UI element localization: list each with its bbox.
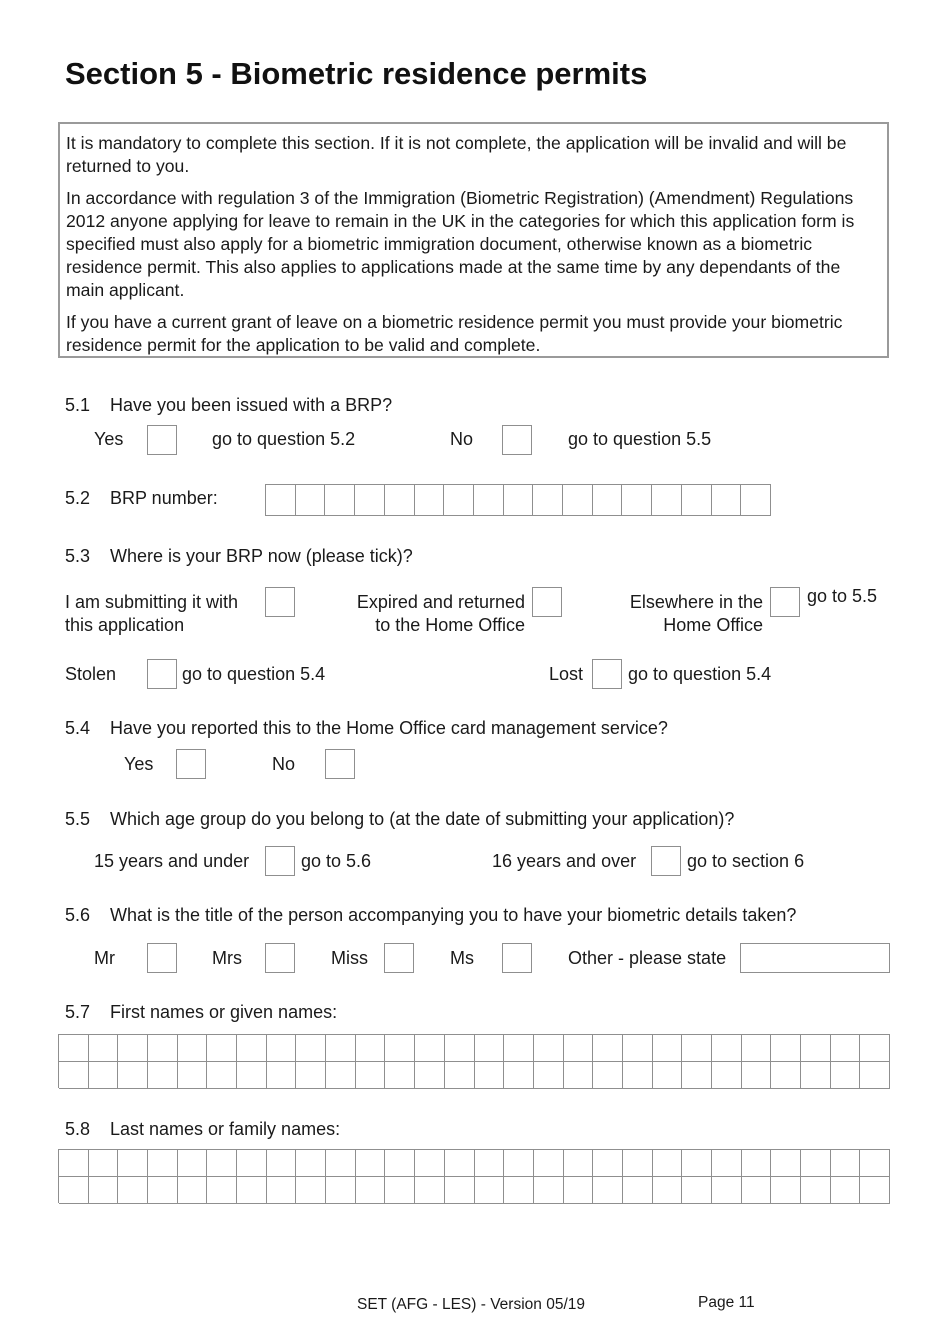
q54-yes-label: Yes [124, 754, 154, 774]
q55-number: 5.5 [65, 809, 91, 829]
q51-no-goto: go to question 5.5 [568, 429, 712, 449]
q56-miss-label: Miss [331, 948, 368, 968]
q51-no-label: No [450, 429, 474, 449]
q56-mrs-label: Mrs [212, 948, 242, 968]
q52-question: BRP number: [110, 488, 218, 508]
q58-number: 5.8 [65, 1119, 91, 1139]
instructions-paragraph-2: In accordance with regulation 3 of the Immigration (Biometric Registration) (Amendment) Regulations 2012 anyone applying for leave to remain in the UK in the categories for which this application form is specified must also apply for a biometric immigration document, otherwise known as a biometric residence permit. This also applies to applications made at the same time by any dependants of the main applicant. [66, 188, 855, 300]
q56-mr-checkbox[interactable] [147, 943, 177, 973]
q54-no-label: No [272, 754, 296, 774]
q56-ms-label: Ms [450, 948, 474, 968]
q56-ms-checkbox[interactable] [502, 943, 532, 973]
q53-stolen-goto: go to question 5.4 [182, 664, 326, 684]
instructions-paragraph-1: It is mandatory to complete this section. If it is not complete, the application will be invalid and will be returned to you. [66, 133, 847, 176]
q53-lost-goto: go to question 5.4 [628, 664, 772, 684]
q53-stolen-label: Stolen [65, 664, 117, 684]
q51-yes-label: Yes [94, 429, 124, 449]
q56-question: What is the title of the person accompanying you to have your biometric details taken? [110, 905, 797, 925]
brp-number-field[interactable] [265, 484, 771, 516]
q53-submitting-label-line2: this application [65, 615, 185, 635]
q54-question: Have you reported this to the Home Office card management service? [110, 718, 668, 738]
q55-under-checkbox[interactable] [265, 846, 295, 876]
first-names-field[interactable] [58, 1034, 890, 1088]
q56-mrs-checkbox[interactable] [265, 943, 295, 973]
q57-question: First names or given names: [110, 1002, 338, 1022]
q51-no-checkbox[interactable] [502, 425, 532, 455]
page-title: Section 5 - Biometric residence permits [65, 56, 648, 91]
q56-other-input[interactable] [740, 943, 890, 973]
q53-expired-checkbox[interactable] [532, 587, 562, 617]
q56-miss-checkbox[interactable] [384, 943, 414, 973]
q51-number: 5.1 [65, 395, 91, 415]
q53-lost-label: Lost [549, 664, 584, 684]
q53-elsewhere-goto: go to 5.5 [807, 586, 878, 606]
q55-over-goto: go to section 6 [687, 851, 805, 871]
instructions-paragraph-3: If you have a current grant of leave on a biometric residence permit you must provide your biometric residence permit for the application to be valid and complete. [66, 312, 843, 355]
q56-mr-label: Mr [94, 948, 115, 968]
q56-number: 5.6 [65, 905, 91, 925]
footer-version: SET (AFG - LES) - Version 05/19 [357, 1296, 585, 1313]
q54-number: 5.4 [65, 718, 91, 738]
q53-submitting-checkbox[interactable] [265, 587, 295, 617]
q54-no-checkbox[interactable] [325, 749, 355, 779]
q53-question: Where is your BRP now (please tick)? [110, 546, 413, 566]
q54-yes-checkbox[interactable] [176, 749, 206, 779]
q55-over-label: 16 years and over [492, 851, 637, 871]
last-names-field[interactable] [58, 1149, 890, 1203]
footer-page-number: Page 11 [698, 1294, 755, 1311]
q51-yes-checkbox[interactable] [147, 425, 177, 455]
q55-under-label: 15 years and under [94, 851, 250, 871]
q53-elsewhere-label-line2: Home Office [663, 615, 763, 635]
q58-question: Last names or family names: [110, 1119, 341, 1139]
q52-number: 5.2 [65, 488, 91, 508]
q55-under-goto: go to 5.6 [301, 851, 372, 871]
q53-stolen-checkbox[interactable] [147, 659, 177, 689]
q51-yes-goto: go to question 5.2 [212, 429, 356, 449]
q53-expired-label-line1: Expired and returned [356, 592, 525, 612]
q57-number: 5.7 [65, 1002, 91, 1022]
q55-over-checkbox[interactable] [651, 846, 681, 876]
q53-lost-checkbox[interactable] [592, 659, 622, 689]
instructions-box [58, 122, 889, 358]
q56-other-label: Other - please state [568, 948, 727, 968]
q53-elsewhere-label-line1: Elsewhere in the [629, 592, 763, 612]
q53-submitting-label-line1: I am submitting it with [65, 592, 239, 612]
q53-elsewhere-checkbox[interactable] [770, 587, 800, 617]
q51-question: Have you been issued with a BRP? [110, 395, 393, 415]
q53-number: 5.3 [65, 546, 91, 566]
q53-expired-label-line2: to the Home Office [375, 615, 525, 635]
q55-question: Which age group do you belong to (at the date of submitting your application)? [110, 809, 735, 829]
